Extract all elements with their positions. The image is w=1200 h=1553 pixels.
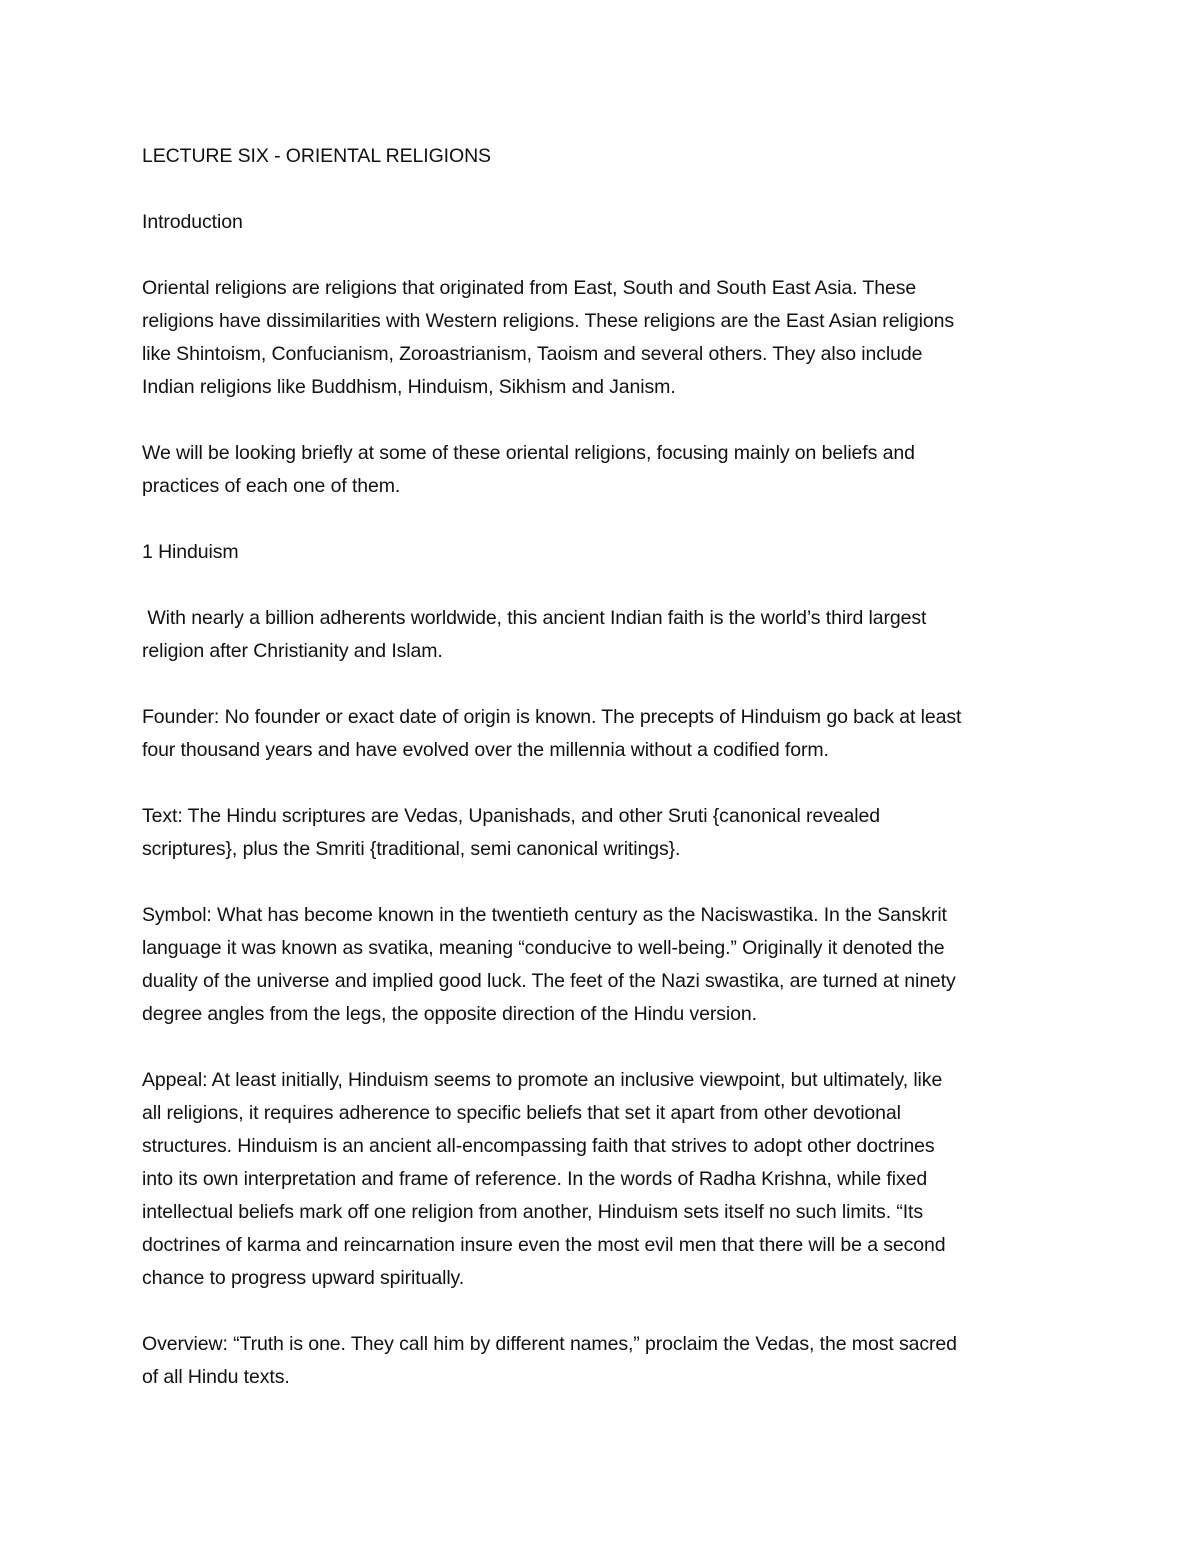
text-line: 1 Hinduism <box>142 541 239 563</box>
text-line: structures. Hinduism is an ancient all-encompassing faith that strives to adopt other doctrines <box>142 1135 935 1157</box>
text-line: into its own interpretation and frame of reference. In the words of Radha Krishna, while fixed <box>142 1168 928 1190</box>
text-line: four thousand years and have evolved over the millennia without a codified form. <box>142 739 829 761</box>
text-line: With nearly a billion adherents worldwide, this ancient Indian faith is the world’s third largest <box>142 607 927 629</box>
text-line: Appeal: At least initially, Hinduism seems to promote an inclusive viewpoint, but ultimately, like <box>142 1069 943 1091</box>
paragraph <box>142 800 1062 866</box>
paragraph <box>142 536 1062 569</box>
text-line: all religions, it requires adherence to specific beliefs that set it apart from other devotional <box>142 1102 901 1124</box>
text-line: Symbol: What has become known in the twentieth century as the Naciswastika. In the Sanskrit <box>142 904 947 926</box>
paragraph-list <box>142 206 1062 1394</box>
paragraph <box>142 1064 1062 1295</box>
text-line: Founder: No founder or exact date of origin is known. The precepts of Hinduism go back at least <box>142 706 962 728</box>
text-line: practices of each one of them. <box>142 475 401 497</box>
text-line: language it was known as svatika, meaning “conducive to well-being.” Originally it denoted the <box>142 937 945 959</box>
paragraph <box>142 899 1062 1031</box>
text-line: Introduction <box>142 211 243 233</box>
text-line: religion after Christianity and Islam. <box>142 640 443 662</box>
paragraph <box>142 272 1062 404</box>
lecture-title: LECTURE SIX - ORIENTAL RELIGIONS <box>142 145 491 167</box>
paragraph <box>142 1328 1062 1394</box>
text-line: chance to progress upward spiritually. <box>142 1267 465 1289</box>
text-line: scriptures}, plus the Smriti {traditional, semi canonical writings}. <box>142 838 681 860</box>
text-line: Indian religions like Buddhism, Hinduism, Sikhism and Janism. <box>142 376 676 398</box>
text-line: of all Hindu texts. <box>142 1366 290 1388</box>
text-line: Oriental religions are religions that originated from East, South and South East Asia. These <box>142 277 917 299</box>
text-line: We will be looking briefly at some of these oriental religions, focusing mainly on beliefs and <box>142 442 915 464</box>
document-body <box>142 140 1062 1427</box>
text-line: degree angles from the legs, the opposite direction of the Hindu version. <box>142 1003 757 1025</box>
paragraph <box>142 206 1062 239</box>
text-line: duality of the universe and implied good luck. The feet of the Nazi swastika, are turned at ninety <box>142 970 956 992</box>
text-line: Text: The Hindu scriptures are Vedas, Upanishads, and other Sruti {canonical revealed <box>142 805 880 827</box>
text-line: like Shintoism, Confucianism, Zoroastrianism, Taoism and several others. They also include <box>142 343 923 365</box>
text-line: religions have dissimilarities with Western religions. These religions are the East Asian religions <box>142 310 955 332</box>
paragraph <box>142 602 1062 668</box>
text-line: intellectual beliefs mark off one religion from another, Hinduism sets itself no such limits. “Its <box>142 1201 924 1223</box>
text-line: doctrines of karma and reincarnation insure even the most evil men that there will be a second <box>142 1234 946 1256</box>
paragraph <box>142 701 1062 767</box>
text-line: Overview: “Truth is one. They call him by different names,” proclaim the Vedas, the most sacred <box>142 1333 957 1355</box>
paragraph <box>142 437 1062 503</box>
